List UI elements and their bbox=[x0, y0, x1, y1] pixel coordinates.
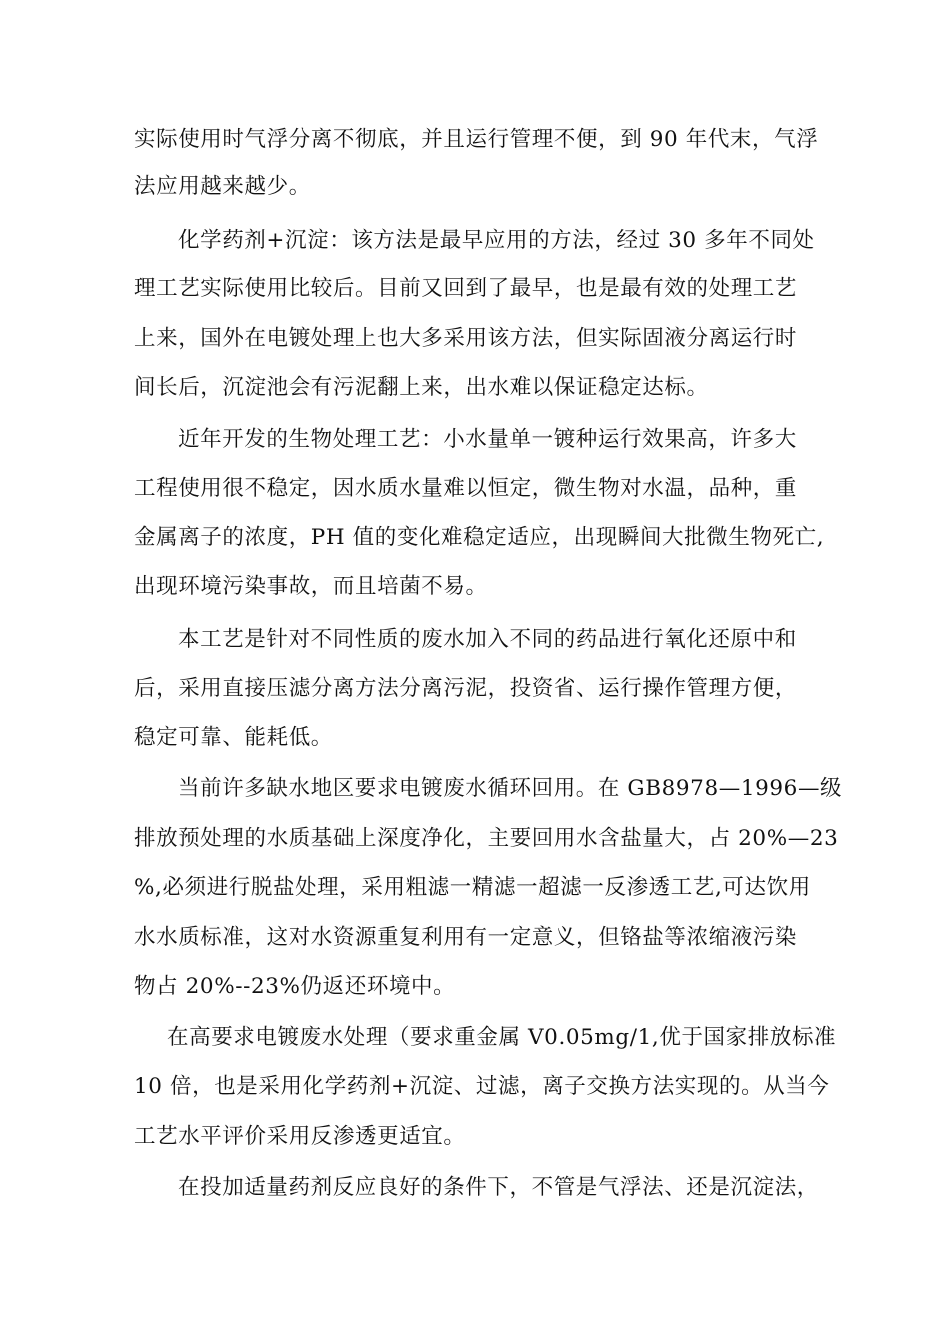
text-line: 稳定可靠、能耗低。 bbox=[134, 725, 333, 750]
text-line: 上来，国外在电镀处理上也大多采用该方法，但实际固液分离运行时 bbox=[134, 326, 798, 351]
text-line: 排放预处理的水质基础上深度净化，主要回用水含盐量大，占 20%—23 bbox=[134, 826, 839, 851]
text-line: 工艺水平评价采用反渗透更适宜。 bbox=[134, 1124, 466, 1149]
text-line: 化学药剂+沉淀：该方法是最早应用的方法，经过 30 多年不同处 bbox=[178, 228, 815, 253]
text-line: 在投加适量药剂反应良好的条件下，不管是气浮法、还是沉淀法， bbox=[178, 1175, 819, 1200]
text-line: 当前许多缺水地区要求电镀废水循环回用。在 GB8978—1996—级 bbox=[178, 776, 843, 801]
text-line: 金属离子的浓度，PH 值的变化难稳定适应，出现瞬间大批微生物死亡, bbox=[134, 525, 825, 550]
text-line: 出现环境污染事故，而且培菌不易。 bbox=[134, 574, 488, 599]
text-line: 工程使用很不稳定，因水质水量难以恒定，微生物对水温，品种，重 bbox=[134, 476, 798, 501]
text-line: 物占 20%--23%仍返还环境中。 bbox=[134, 974, 456, 999]
text-line: 后，采用直接压滤分离方法分离污泥，投资省、运行操作管理方便， bbox=[134, 676, 798, 701]
text-line: 在高要求电镀废水处理（要求重金属 V0.05mg/1,优于国家排放标准 bbox=[167, 1025, 837, 1050]
text-line: 法应用越来越少。 bbox=[134, 174, 311, 199]
text-line: 水水质标准，这对水资源重复利用有一定意义，但铬盐等浓缩液污染 bbox=[134, 925, 798, 950]
text-line: %,必须进行脱盐处理，采用粗滤一精滤一超滤一反渗透工艺,可达饮用 bbox=[134, 875, 811, 900]
text-line: 近年开发的生物处理工艺：小水量单一镀种运行效果高，许多大 bbox=[178, 427, 797, 452]
text-line: 间长后，沉淀池会有污泥翻上来，出水难以保证稳定达标。 bbox=[134, 375, 709, 400]
text-line: 理工艺实际使用比较后。目前又回到了最早，也是最有效的处理工艺 bbox=[134, 276, 798, 301]
text-line: 实际使用时气浮分离不彻底，并且运行管理不便，到 90 年代末，气浮 bbox=[134, 127, 819, 152]
text-line: 本工艺是针对不同性质的废水加入不同的药品进行氧化还原中和 bbox=[178, 627, 797, 652]
text-line: 10 倍，也是采用化学药剂+沉淀、过滤，离子交换方法实现的。从当今 bbox=[134, 1074, 830, 1099]
